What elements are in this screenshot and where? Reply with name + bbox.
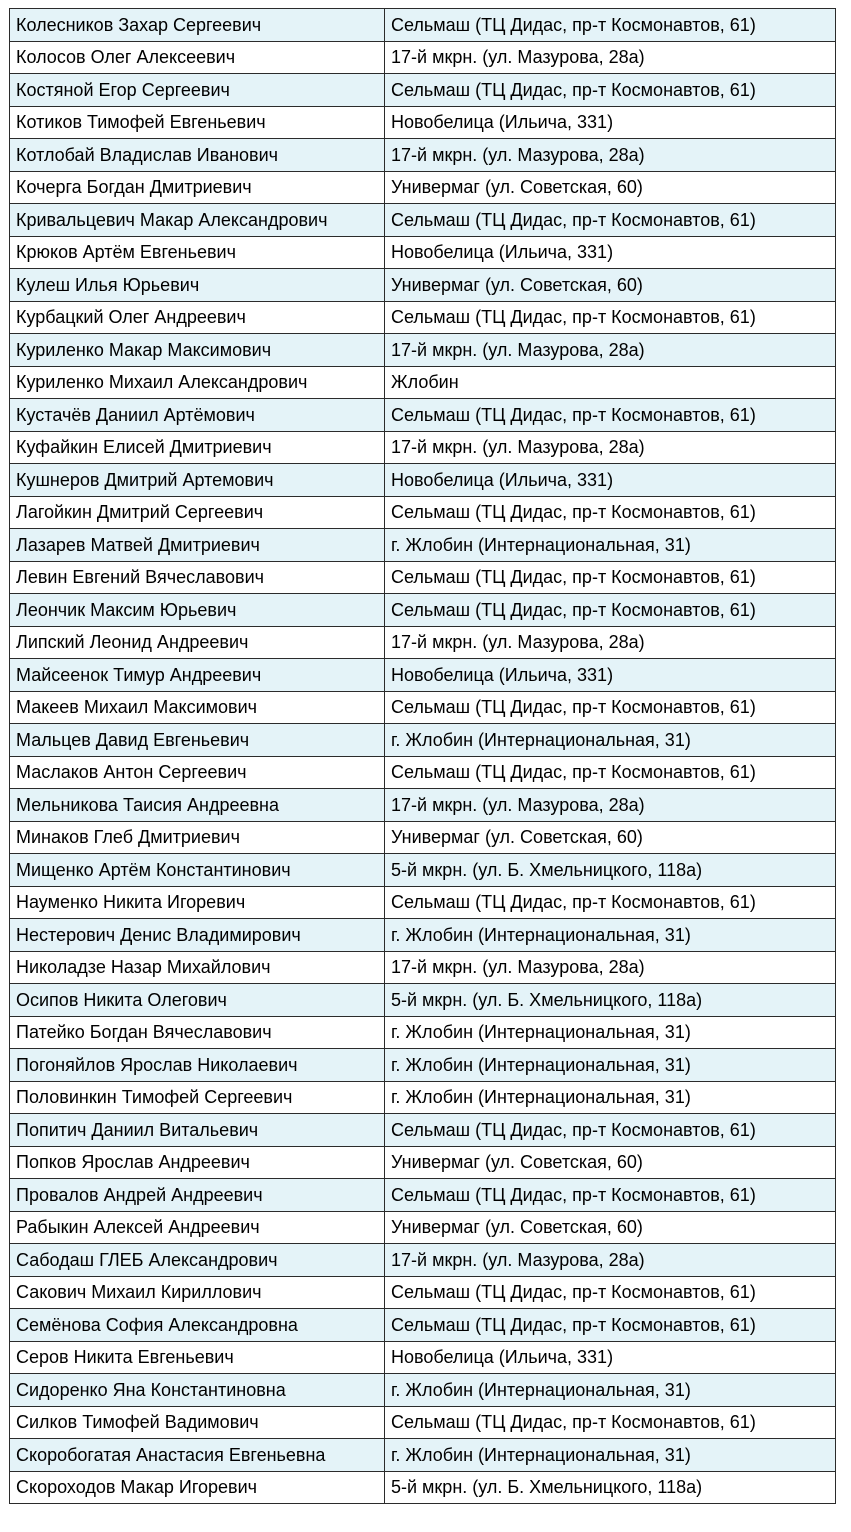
name-cell[interactable]: Костяной Егор Сергеевич bbox=[10, 74, 385, 107]
table-row bbox=[10, 529, 836, 562]
location-cell[interactable]: 5-й мкрн. (ул. Б. Хмельницкого, 118а) bbox=[385, 854, 836, 887]
name-cell[interactable]: Липский Леонид Андреевич bbox=[10, 626, 385, 659]
location-cell[interactable]: г. Жлобин (Интернациональная, 31) bbox=[385, 919, 836, 952]
location-cell[interactable]: Сельмаш (ТЦ Дидас, пр-т Космонавтов, 61) bbox=[385, 9, 836, 42]
location-cell[interactable]: Сельмаш (ТЦ Дидас, пр-т Космонавтов, 61) bbox=[385, 1276, 836, 1309]
location-cell[interactable]: Сельмаш (ТЦ Дидас, пр-т Космонавтов, 61) bbox=[385, 1309, 836, 1342]
location-cell[interactable]: Сельмаш (ТЦ Дидас, пр-т Космонавтов, 61) bbox=[385, 301, 836, 334]
table-row bbox=[10, 1114, 836, 1147]
table-row bbox=[10, 139, 836, 172]
table-row bbox=[10, 496, 836, 529]
table-row bbox=[10, 9, 836, 42]
location-cell[interactable]: Сельмаш (ТЦ Дидас, пр-т Космонавтов, 61) bbox=[385, 496, 836, 529]
student-location-table bbox=[9, 8, 836, 1504]
location-cell[interactable]: Новобелица (Ильича, 331) bbox=[385, 464, 836, 497]
name-cell[interactable]: Мальцев Давид Евгеньевич bbox=[10, 724, 385, 757]
location-cell[interactable]: г. Жлобин (Интернациональная, 31) bbox=[385, 1374, 836, 1407]
location-cell[interactable]: г. Жлобин (Интернациональная, 31) bbox=[385, 724, 836, 757]
name-cell[interactable]: Кочерга Богдан Дмитриевич bbox=[10, 171, 385, 204]
name-cell[interactable]: Маслаков Антон Сергеевич bbox=[10, 756, 385, 789]
table-row bbox=[10, 1049, 836, 1082]
location-cell[interactable]: Новобелица (Ильича, 331) bbox=[385, 1341, 836, 1374]
table-row bbox=[10, 594, 836, 627]
location-cell[interactable]: г. Жлобин (Интернациональная, 31) bbox=[385, 1049, 836, 1082]
name-cell[interactable]: Куриленко Макар Максимович bbox=[10, 334, 385, 367]
location-cell[interactable]: г. Жлобин (Интернациональная, 31) bbox=[385, 529, 836, 562]
table-row bbox=[10, 1439, 836, 1472]
location-cell[interactable]: Новобелица (Ильича, 331) bbox=[385, 659, 836, 692]
location-cell[interactable]: Универмаг (ул. Советская, 60) bbox=[385, 171, 836, 204]
location-cell[interactable]: 17-й мкрн. (ул. Мазурова, 28а) bbox=[385, 139, 836, 172]
name-cell[interactable]: Науменко Никита Игоревич bbox=[10, 886, 385, 919]
location-cell[interactable]: Сельмаш (ТЦ Дидас, пр-т Космонавтов, 61) bbox=[385, 1179, 836, 1212]
name-cell[interactable]: Колосов Олег Алексеевич bbox=[10, 41, 385, 74]
name-cell[interactable]: Мищенко Артём Константинович bbox=[10, 854, 385, 887]
table-row bbox=[10, 561, 836, 594]
table-row bbox=[10, 1471, 836, 1504]
name-cell[interactable]: Сидоренко Яна Константиновна bbox=[10, 1374, 385, 1407]
location-cell[interactable]: г. Жлобин (Интернациональная, 31) bbox=[385, 1016, 836, 1049]
table-row bbox=[10, 1146, 836, 1179]
location-cell[interactable]: Жлобин bbox=[385, 366, 836, 399]
location-cell[interactable]: 5-й мкрн. (ул. Б. Хмельницкого, 118а) bbox=[385, 1471, 836, 1504]
location-cell[interactable]: Универмаг (ул. Советская, 60) bbox=[385, 1211, 836, 1244]
name-cell[interactable]: Нестерович Денис Владимирович bbox=[10, 919, 385, 952]
table-row bbox=[10, 1244, 836, 1277]
name-cell[interactable]: Леончик Максим Юрьевич bbox=[10, 594, 385, 627]
table-row bbox=[10, 821, 836, 854]
table-row bbox=[10, 984, 836, 1017]
table-row bbox=[10, 366, 836, 399]
location-cell[interactable]: Сельмаш (ТЦ Дидас, пр-т Космонавтов, 61) bbox=[385, 74, 836, 107]
name-cell[interactable]: Николадзе Назар Михайлович bbox=[10, 951, 385, 984]
table-row bbox=[10, 1081, 836, 1114]
name-cell[interactable]: Лагойкин Дмитрий Сергеевич bbox=[10, 496, 385, 529]
table-row bbox=[10, 269, 836, 302]
table-row bbox=[10, 691, 836, 724]
table-row bbox=[10, 659, 836, 692]
name-cell[interactable]: Колесников Захар Сергеевич bbox=[10, 9, 385, 42]
table-row bbox=[10, 1179, 836, 1212]
location-cell[interactable]: Сельмаш (ТЦ Дидас, пр-т Космонавтов, 61) bbox=[385, 1406, 836, 1439]
table-row bbox=[10, 301, 836, 334]
table-row bbox=[10, 626, 836, 659]
location-cell[interactable]: г. Жлобин (Интернациональная, 31) bbox=[385, 1081, 836, 1114]
name-cell[interactable]: Куфайкин Елисей Дмитриевич bbox=[10, 431, 385, 464]
name-cell[interactable]: Осипов Никита Олегович bbox=[10, 984, 385, 1017]
location-cell[interactable]: Сельмаш (ТЦ Дидас, пр-т Космонавтов, 61) bbox=[385, 756, 836, 789]
location-cell[interactable]: Сельмаш (ТЦ Дидас, пр-т Космонавтов, 61) bbox=[385, 204, 836, 237]
name-cell[interactable]: Скоробогатая Анастасия Евгеньевна bbox=[10, 1439, 385, 1472]
name-cell[interactable]: Серов Никита Евгеньевич bbox=[10, 1341, 385, 1374]
location-cell[interactable]: Универмаг (ул. Советская, 60) bbox=[385, 269, 836, 302]
name-cell[interactable]: Лазарев Матвей Дмитриевич bbox=[10, 529, 385, 562]
location-cell[interactable]: Сельмаш (ТЦ Дидас, пр-т Космонавтов, 61) bbox=[385, 691, 836, 724]
table-body bbox=[10, 9, 836, 1504]
name-cell[interactable]: Рабыкин Алексей Андреевич bbox=[10, 1211, 385, 1244]
table-row bbox=[10, 1211, 836, 1244]
name-cell[interactable]: Куриленко Михаил Александрович bbox=[10, 366, 385, 399]
table-row bbox=[10, 106, 836, 139]
name-cell[interactable]: Крюков Артём Евгеньевич bbox=[10, 236, 385, 269]
name-cell[interactable]: Макеев Михаил Максимович bbox=[10, 691, 385, 724]
table-row bbox=[10, 919, 836, 952]
table-row bbox=[10, 171, 836, 204]
name-cell[interactable]: Майсеенок Тимур Андреевич bbox=[10, 659, 385, 692]
table-row bbox=[10, 724, 836, 757]
name-cell[interactable]: Курбацкий Олег Андреевич bbox=[10, 301, 385, 334]
name-cell[interactable]: Мельникова Таисия Андреевна bbox=[10, 789, 385, 822]
location-cell[interactable]: 17-й мкрн. (ул. Мазурова, 28а) bbox=[385, 41, 836, 74]
location-cell[interactable]: Новобелица (Ильича, 331) bbox=[385, 236, 836, 269]
name-cell[interactable]: Кривальцевич Макар Александрович bbox=[10, 204, 385, 237]
table-row bbox=[10, 1374, 836, 1407]
name-cell[interactable]: Провалов Андрей Андреевич bbox=[10, 1179, 385, 1212]
name-cell[interactable]: Семёнова София Александровна bbox=[10, 1309, 385, 1342]
name-cell[interactable]: Кушнеров Дмитрий Артемович bbox=[10, 464, 385, 497]
location-cell[interactable]: 17-й мкрн. (ул. Мазурова, 28а) bbox=[385, 951, 836, 984]
name-cell[interactable]: Котлобай Владислав Иванович bbox=[10, 139, 385, 172]
table-row bbox=[10, 236, 836, 269]
location-cell[interactable]: Новобелица (Ильича, 331) bbox=[385, 106, 836, 139]
location-cell[interactable]: Сельмаш (ТЦ Дидас, пр-т Космонавтов, 61) bbox=[385, 399, 836, 432]
name-cell[interactable]: Силков Тимофей Вадимович bbox=[10, 1406, 385, 1439]
name-cell[interactable]: Погоняйлов Ярослав Николаевич bbox=[10, 1049, 385, 1082]
name-cell[interactable]: Левин Евгений Вячеславович bbox=[10, 561, 385, 594]
location-cell[interactable]: 17-й мкрн. (ул. Мазурова, 28а) bbox=[385, 626, 836, 659]
table-row bbox=[10, 431, 836, 464]
location-cell[interactable]: 17-й мкрн. (ул. Мазурова, 28а) bbox=[385, 1244, 836, 1277]
location-cell[interactable]: г. Жлобин (Интернациональная, 31) bbox=[385, 1439, 836, 1472]
name-cell[interactable]: Попитич Даниил Витальевич bbox=[10, 1114, 385, 1147]
table-row bbox=[10, 1276, 836, 1309]
name-cell[interactable]: Кустачёв Даниил Артёмович bbox=[10, 399, 385, 432]
name-cell[interactable]: Минаков Глеб Дмитриевич bbox=[10, 821, 385, 854]
location-cell[interactable]: 17-й мкрн. (ул. Мазурова, 28а) bbox=[385, 789, 836, 822]
table-row bbox=[10, 334, 836, 367]
location-cell[interactable]: Сельмаш (ТЦ Дидас, пр-т Космонавтов, 61) bbox=[385, 561, 836, 594]
name-cell[interactable]: Котиков Тимофей Евгеньевич bbox=[10, 106, 385, 139]
location-cell[interactable]: Сельмаш (ТЦ Дидас, пр-т Космонавтов, 61) bbox=[385, 1114, 836, 1147]
location-cell[interactable]: 17-й мкрн. (ул. Мазурова, 28а) bbox=[385, 334, 836, 367]
name-cell[interactable]: Попков Ярослав Андреевич bbox=[10, 1146, 385, 1179]
table-row bbox=[10, 41, 836, 74]
table-row bbox=[10, 464, 836, 497]
table-row bbox=[10, 854, 836, 887]
table-row bbox=[10, 399, 836, 432]
name-cell[interactable]: Скороходов Макар Игоревич bbox=[10, 1471, 385, 1504]
name-cell[interactable]: Патейко Богдан Вячеславович bbox=[10, 1016, 385, 1049]
table-row bbox=[10, 1341, 836, 1374]
location-cell[interactable]: Сельмаш (ТЦ Дидас, пр-т Космонавтов, 61) bbox=[385, 594, 836, 627]
name-cell[interactable]: Половинкин Тимофей Сергеевич bbox=[10, 1081, 385, 1114]
location-cell[interactable]: Сельмаш (ТЦ Дидас, пр-т Космонавтов, 61) bbox=[385, 886, 836, 919]
table-row bbox=[10, 951, 836, 984]
name-cell[interactable]: Сабодаш ГЛЕБ Александрович bbox=[10, 1244, 385, 1277]
table-row bbox=[10, 74, 836, 107]
name-cell[interactable]: Сакович Михаил Кириллович bbox=[10, 1276, 385, 1309]
location-cell[interactable]: 5-й мкрн. (ул. Б. Хмельницкого, 118а) bbox=[385, 984, 836, 1017]
table-row bbox=[10, 1309, 836, 1342]
table-row bbox=[10, 204, 836, 237]
location-cell[interactable]: 17-й мкрн. (ул. Мазурова, 28а) bbox=[385, 431, 836, 464]
table-row bbox=[10, 1016, 836, 1049]
table-row bbox=[10, 789, 836, 822]
name-cell[interactable]: Кулеш Илья Юрьевич bbox=[10, 269, 385, 302]
table-row bbox=[10, 886, 836, 919]
table-row bbox=[10, 1406, 836, 1439]
location-cell[interactable]: Универмаг (ул. Советская, 60) bbox=[385, 821, 836, 854]
location-cell[interactable]: Универмаг (ул. Советская, 60) bbox=[385, 1146, 836, 1179]
table-row bbox=[10, 756, 836, 789]
